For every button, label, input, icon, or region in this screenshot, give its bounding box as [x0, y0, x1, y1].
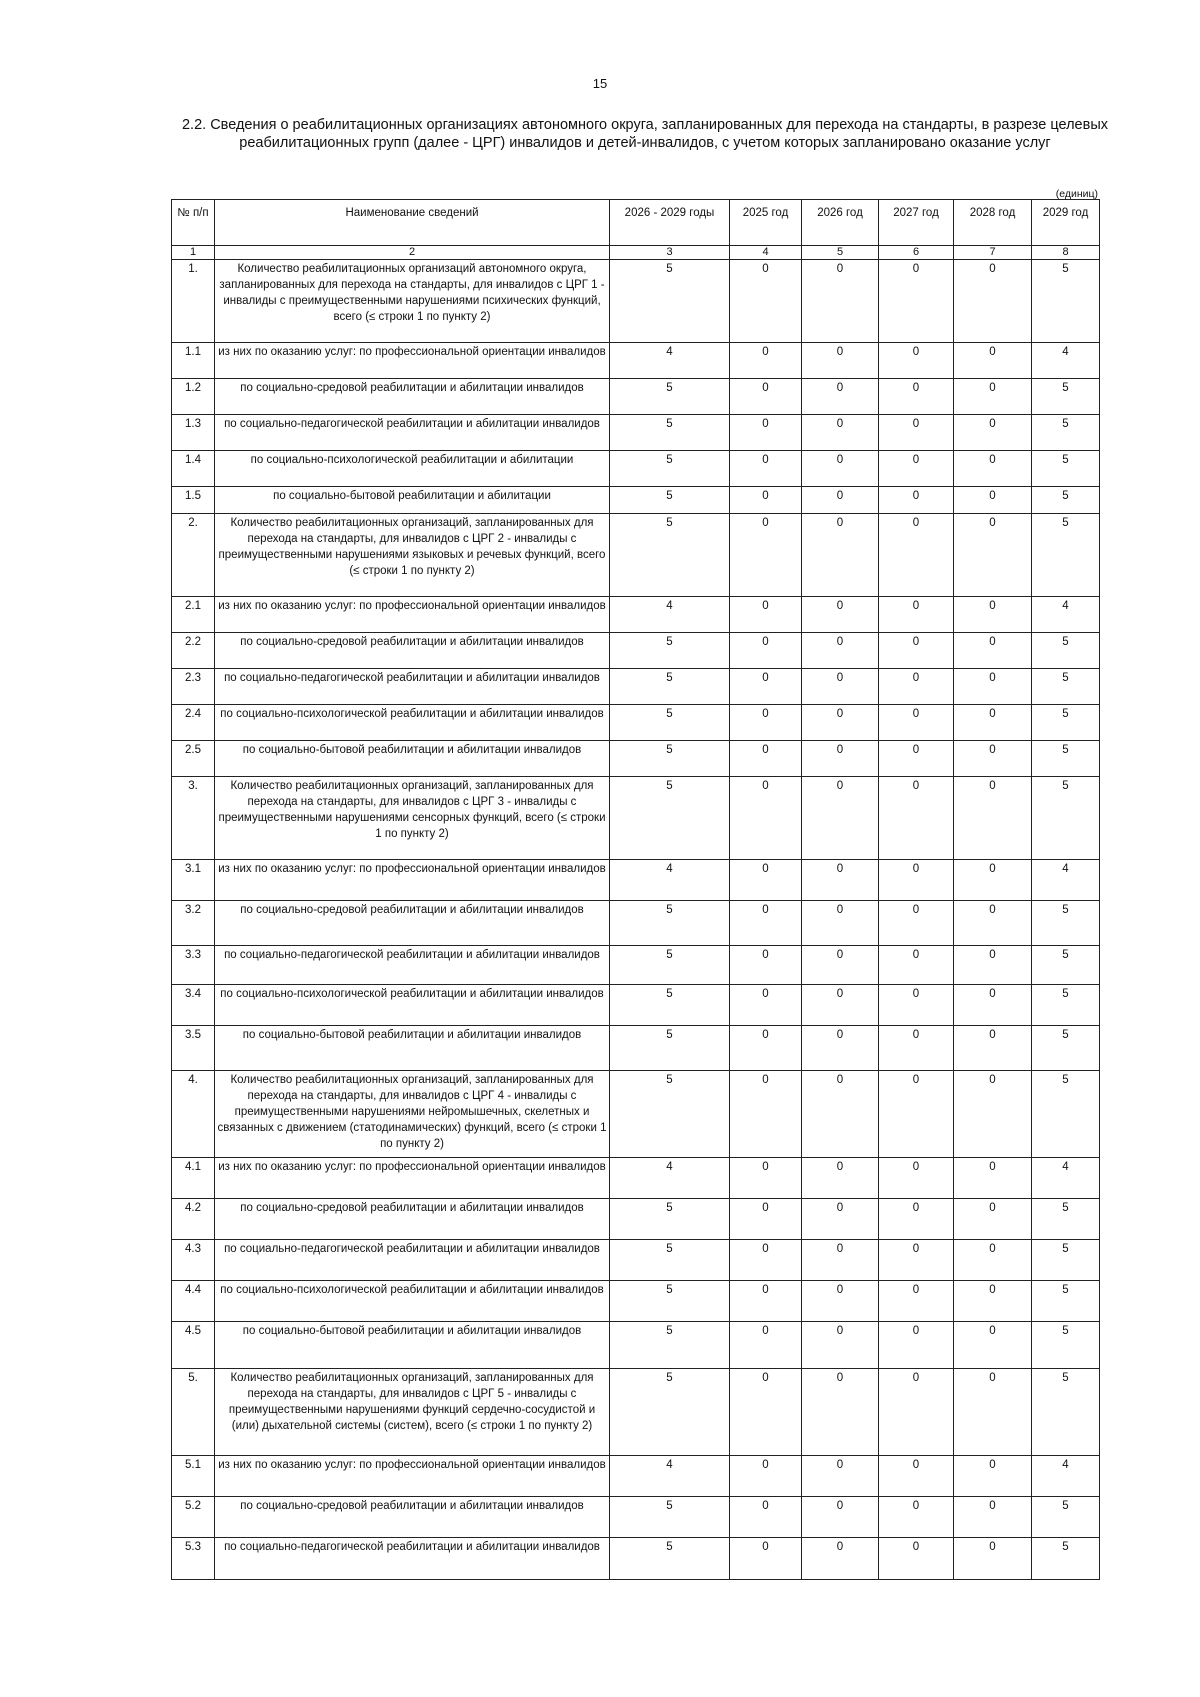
row-index: 2.5 — [172, 741, 215, 777]
value-cell: 0 — [802, 487, 879, 514]
value-cell: 0 — [730, 1281, 802, 1322]
value-cell: 0 — [954, 985, 1032, 1026]
value-cell: 0 — [730, 946, 802, 985]
value-cell: 0 — [879, 633, 954, 669]
value-cell: 0 — [879, 777, 954, 860]
row-name: из них по оказанию услуг: по профессиональной ориентации инвалидов — [215, 597, 610, 633]
value-cell: 5 — [1032, 415, 1100, 451]
value-cell: 0 — [802, 669, 879, 705]
value-cell: 0 — [802, 1158, 879, 1199]
value-cell: 0 — [802, 1281, 879, 1322]
value-cell: 5 — [1032, 705, 1100, 741]
row-name: Количество реабилитационных организаций, запланированных для перехода на стандарты, для инвалидов с ЦРГ 4 - инвалиды с преимущественными нарушениями нейромышечных, скелетных и связанных с движением (статодинамических) функций, всего (≤ строки 1 по пункту 2) — [215, 1071, 610, 1158]
table-row — [172, 1369, 1100, 1456]
value-cell: 5 — [610, 1322, 730, 1369]
table-row — [172, 901, 1100, 946]
value-cell: 0 — [730, 1456, 802, 1497]
row-index: 1.3 — [172, 415, 215, 451]
value-cell: 0 — [954, 1158, 1032, 1199]
row-index: 5.3 — [172, 1538, 215, 1580]
value-cell: 0 — [730, 487, 802, 514]
row-index: 1.5 — [172, 487, 215, 514]
value-cell: 5 — [610, 1281, 730, 1322]
value-cell: 0 — [879, 669, 954, 705]
value-cell: 5 — [610, 985, 730, 1026]
value-cell: 5 — [610, 705, 730, 741]
value-cell: 0 — [802, 1456, 879, 1497]
table-row — [172, 1538, 1100, 1580]
value-cell: 0 — [879, 379, 954, 415]
value-cell: 0 — [802, 705, 879, 741]
value-cell: 0 — [879, 1071, 954, 1158]
row-index: 1.2 — [172, 379, 215, 415]
row-name: Количество реабилитационных организаций, запланированных для перехода на стандарты, для инвалидов с ЦРГ 3 - инвалиды с преимущественными нарушениями сенсорных функций, всего (≤ строки 1 по пункту 2) — [215, 777, 610, 860]
table-row — [172, 1199, 1100, 1240]
value-cell: 4 — [610, 597, 730, 633]
value-cell: 0 — [954, 1369, 1032, 1456]
page-number: 15 — [592, 76, 608, 91]
row-name: по социально-педагогической реабилитации и абилитации инвалидов — [215, 1538, 610, 1580]
row-name: из них по оказанию услуг: по профессиональной ориентации инвалидов — [215, 343, 610, 379]
value-cell: 5 — [1032, 777, 1100, 860]
value-cell: 4 — [610, 1158, 730, 1199]
table-row — [172, 1071, 1100, 1158]
value-cell: 0 — [730, 669, 802, 705]
column-number: 5 — [802, 246, 879, 260]
value-cell: 0 — [954, 1026, 1032, 1071]
value-cell: 0 — [802, 451, 879, 487]
value-cell: 0 — [954, 1497, 1032, 1538]
row-name: Количество реабилитационных организаций, запланированных для перехода на стандарты, для инвалидов с ЦРГ 2 - инвалиды с преимущественными нарушениями языковых и речевых функций, всего (≤ строки 1 по пункту 2) — [215, 514, 610, 597]
row-name: Количество реабилитационных организаций, запланированных для перехода на стандарты, для инвалидов с ЦРГ 5 - инвалиды с преимущественными нарушениями функций сердечно-сосудистой и (или) дыхательной системы (систем), всего (≤ строки 1 по пункту 2) — [215, 1369, 610, 1456]
row-index: 4.3 — [172, 1240, 215, 1281]
value-cell: 0 — [879, 1240, 954, 1281]
value-cell: 0 — [802, 415, 879, 451]
table-row — [172, 487, 1100, 514]
value-cell: 0 — [802, 597, 879, 633]
value-cell: 0 — [954, 597, 1032, 633]
row-name: по социально-средовой реабилитации и абилитации инвалидов — [215, 1199, 610, 1240]
value-cell: 5 — [610, 901, 730, 946]
value-cell: 4 — [1032, 343, 1100, 379]
row-index: 1.4 — [172, 451, 215, 487]
table-row — [172, 379, 1100, 415]
value-cell: 0 — [730, 379, 802, 415]
column-number: 8 — [1032, 246, 1100, 260]
row-name: по социально-психологической реабилитации и абилитации инвалидов — [215, 985, 610, 1026]
row-index: 2. — [172, 514, 215, 597]
value-cell: 0 — [730, 1071, 802, 1158]
value-cell: 0 — [802, 1369, 879, 1456]
value-cell: 5 — [610, 1240, 730, 1281]
value-cell: 0 — [802, 1026, 879, 1071]
value-cell: 0 — [802, 777, 879, 860]
value-cell: 5 — [1032, 1071, 1100, 1158]
row-name: по социально-средовой реабилитации и абилитации инвалидов — [215, 379, 610, 415]
table-row — [172, 415, 1100, 451]
value-cell: 0 — [954, 946, 1032, 985]
header-cell: 2026 год — [802, 200, 879, 246]
value-cell: 0 — [879, 985, 954, 1026]
value-cell: 0 — [802, 901, 879, 946]
table-row — [172, 860, 1100, 901]
value-cell: 5 — [1032, 1538, 1100, 1580]
value-cell: 0 — [802, 1322, 879, 1369]
value-cell: 0 — [954, 705, 1032, 741]
value-cell: 0 — [730, 1497, 802, 1538]
value-cell: 0 — [730, 1322, 802, 1369]
table-row — [172, 1456, 1100, 1497]
value-cell: 0 — [954, 1456, 1032, 1497]
row-index: 3. — [172, 777, 215, 860]
row-index: 5.2 — [172, 1497, 215, 1538]
value-cell: 5 — [1032, 260, 1100, 343]
value-cell: 5 — [610, 487, 730, 514]
column-number: 7 — [954, 246, 1032, 260]
value-cell: 5 — [610, 777, 730, 860]
value-cell: 0 — [730, 901, 802, 946]
value-cell: 5 — [1032, 451, 1100, 487]
value-cell: 5 — [610, 451, 730, 487]
row-name: Количество реабилитационных организаций автономного округа, запланированных для перехода на стандарты, для инвалидов с ЦРГ 1 - инвалиды с преимущественными нарушениями психических функций, всего (≤ строки 1 по пункту 2) — [215, 260, 610, 343]
row-index: 3.5 — [172, 1026, 215, 1071]
value-cell: 5 — [1032, 901, 1100, 946]
value-cell: 0 — [730, 777, 802, 860]
value-cell: 0 — [802, 1497, 879, 1538]
value-cell: 5 — [1032, 985, 1100, 1026]
table-row — [172, 1026, 1100, 1071]
row-index: 4.2 — [172, 1199, 215, 1240]
value-cell: 0 — [730, 1369, 802, 1456]
row-index: 4.5 — [172, 1322, 215, 1369]
column-number: 1 — [172, 246, 215, 260]
value-cell: 5 — [1032, 1240, 1100, 1281]
row-name: по социально-педагогической реабилитации и абилитации инвалидов — [215, 415, 610, 451]
value-cell: 0 — [954, 260, 1032, 343]
value-cell: 0 — [954, 1199, 1032, 1240]
row-index: 3.2 — [172, 901, 215, 946]
row-name: из них по оказанию услуг: по профессиональной ориентации инвалидов — [215, 1456, 610, 1497]
value-cell: 0 — [879, 741, 954, 777]
value-cell: 0 — [802, 985, 879, 1026]
table-row — [172, 514, 1100, 597]
value-cell: 0 — [954, 1322, 1032, 1369]
value-cell: 0 — [730, 985, 802, 1026]
value-cell: 0 — [730, 705, 802, 741]
row-name: по социально-психологической реабилитации и абилитации — [215, 451, 610, 487]
value-cell: 4 — [610, 860, 730, 901]
value-cell: 0 — [879, 1456, 954, 1497]
row-name: по социально-средовой реабилитации и абилитации инвалидов — [215, 901, 610, 946]
value-cell: 0 — [954, 415, 1032, 451]
row-name: по социально-бытовой реабилитации и абилитации инвалидов — [215, 1026, 610, 1071]
value-cell: 4 — [1032, 860, 1100, 901]
column-number: 2 — [215, 246, 610, 260]
value-cell: 5 — [1032, 1199, 1100, 1240]
value-cell: 0 — [802, 860, 879, 901]
value-cell: 0 — [954, 343, 1032, 379]
row-name: по социально-средовой реабилитации и абилитации инвалидов — [215, 1497, 610, 1538]
row-index: 5.1 — [172, 1456, 215, 1497]
value-cell: 5 — [610, 669, 730, 705]
column-number: 3 — [610, 246, 730, 260]
header-cell: 2027 год — [879, 200, 954, 246]
row-index: 3.4 — [172, 985, 215, 1026]
row-index: 2.1 — [172, 597, 215, 633]
row-name: по социально-педагогической реабилитации и абилитации инвалидов — [215, 1240, 610, 1281]
value-cell: 5 — [1032, 1026, 1100, 1071]
row-index: 4.4 — [172, 1281, 215, 1322]
table-row — [172, 633, 1100, 669]
value-cell: 0 — [954, 514, 1032, 597]
value-cell: 0 — [879, 901, 954, 946]
rehab-organizations-table — [171, 199, 1100, 1580]
value-cell: 0 — [730, 597, 802, 633]
value-cell: 0 — [730, 1158, 802, 1199]
table-row — [172, 669, 1100, 705]
row-name: из них по оказанию услуг: по профессиональной ориентации инвалидов — [215, 1158, 610, 1199]
table-row — [172, 1158, 1100, 1199]
value-cell: 0 — [802, 1538, 879, 1580]
value-cell: 0 — [879, 415, 954, 451]
value-cell: 0 — [730, 514, 802, 597]
header-cell: № п/п — [172, 200, 215, 246]
value-cell: 0 — [730, 451, 802, 487]
value-cell: 0 — [802, 379, 879, 415]
value-cell: 5 — [1032, 1281, 1100, 1322]
row-index: 3.3 — [172, 946, 215, 985]
row-name: по социально-бытовой реабилитации и абилитации инвалидов — [215, 741, 610, 777]
table-row — [172, 777, 1100, 860]
value-cell: 0 — [954, 901, 1032, 946]
table-row — [172, 1322, 1100, 1369]
table-row — [172, 985, 1100, 1026]
value-cell: 4 — [610, 343, 730, 379]
table-row — [172, 343, 1100, 379]
value-cell: 0 — [802, 633, 879, 669]
column-number-row — [172, 246, 1100, 260]
header-cell: 2025 год — [730, 200, 802, 246]
table-row — [172, 1281, 1100, 1322]
value-cell: 0 — [802, 1199, 879, 1240]
value-cell: 0 — [879, 1497, 954, 1538]
row-name: по социально-психологической реабилитации и абилитации инвалидов — [215, 1281, 610, 1322]
value-cell: 0 — [730, 415, 802, 451]
table-row — [172, 741, 1100, 777]
row-index: 3.1 — [172, 860, 215, 901]
value-cell: 0 — [879, 1281, 954, 1322]
table-row — [172, 1497, 1100, 1538]
value-cell: 0 — [802, 946, 879, 985]
row-index: 4.1 — [172, 1158, 215, 1199]
value-cell: 4 — [1032, 597, 1100, 633]
value-cell: 0 — [954, 860, 1032, 901]
table-row — [172, 260, 1100, 343]
row-index: 2.3 — [172, 669, 215, 705]
value-cell: 0 — [879, 597, 954, 633]
value-cell: 0 — [802, 343, 879, 379]
value-cell: 4 — [1032, 1456, 1100, 1497]
row-name: по социально-педагогической реабилитации и абилитации инвалидов — [215, 669, 610, 705]
value-cell: 0 — [879, 1026, 954, 1071]
value-cell: 5 — [610, 633, 730, 669]
value-cell: 5 — [610, 415, 730, 451]
value-cell: 5 — [1032, 633, 1100, 669]
value-cell: 5 — [610, 1071, 730, 1158]
row-index: 2.2 — [172, 633, 215, 669]
value-cell: 0 — [954, 1240, 1032, 1281]
value-cell: 0 — [879, 1158, 954, 1199]
value-cell: 0 — [954, 1538, 1032, 1580]
value-cell: 0 — [879, 1369, 954, 1456]
value-cell: 0 — [879, 514, 954, 597]
header-cell: 2026 - 2029 годы — [610, 200, 730, 246]
value-cell: 5 — [610, 260, 730, 343]
row-name: по социально-педагогической реабилитации и абилитации инвалидов — [215, 946, 610, 985]
value-cell: 5 — [610, 379, 730, 415]
value-cell: 0 — [954, 379, 1032, 415]
value-cell: 0 — [879, 1322, 954, 1369]
value-cell: 0 — [954, 451, 1032, 487]
header-cell: 2029 год — [1032, 200, 1100, 246]
row-index: 5. — [172, 1369, 215, 1456]
row-name: по социально-средовой реабилитации и абилитации инвалидов — [215, 633, 610, 669]
value-cell: 0 — [730, 1538, 802, 1580]
value-cell: 5 — [1032, 379, 1100, 415]
value-cell: 0 — [879, 451, 954, 487]
value-cell: 5 — [1032, 946, 1100, 985]
value-cell: 0 — [730, 860, 802, 901]
value-cell: 0 — [879, 343, 954, 379]
value-cell: 5 — [610, 514, 730, 597]
value-cell: 0 — [802, 1071, 879, 1158]
value-cell: 5 — [1032, 487, 1100, 514]
value-cell: 0 — [802, 1240, 879, 1281]
value-cell: 0 — [802, 741, 879, 777]
value-cell: 5 — [1032, 1322, 1100, 1369]
row-name: по социально-бытовой реабилитации и абилитации — [215, 487, 610, 514]
value-cell: 0 — [879, 946, 954, 985]
value-cell: 0 — [879, 1538, 954, 1580]
header-cell: Наименование сведений — [215, 200, 610, 246]
value-cell: 5 — [1032, 1369, 1100, 1456]
row-index: 1. — [172, 260, 215, 343]
table-row — [172, 1240, 1100, 1281]
value-cell: 0 — [879, 487, 954, 514]
row-name: из них по оказанию услуг: по профессиональной ориентации инвалидов — [215, 860, 610, 901]
header-cell: 2028 год — [954, 200, 1032, 246]
value-cell: 0 — [954, 1281, 1032, 1322]
value-cell: 0 — [730, 260, 802, 343]
value-cell: 5 — [610, 1199, 730, 1240]
value-cell: 0 — [730, 1199, 802, 1240]
value-cell: 5 — [610, 741, 730, 777]
value-cell: 5 — [1032, 741, 1100, 777]
row-index: 4. — [172, 1071, 215, 1158]
table-row — [172, 451, 1100, 487]
value-cell: 0 — [802, 260, 879, 343]
row-index: 1.1 — [172, 343, 215, 379]
value-cell: 5 — [610, 946, 730, 985]
value-cell: 0 — [730, 741, 802, 777]
value-cell: 5 — [1032, 1497, 1100, 1538]
value-cell: 5 — [610, 1497, 730, 1538]
row-name: по социально-психологической реабилитации и абилитации инвалидов — [215, 705, 610, 741]
value-cell: 5 — [610, 1369, 730, 1456]
table-row — [172, 946, 1100, 985]
row-name: по социально-бытовой реабилитации и абилитации инвалидов — [215, 1322, 610, 1369]
value-cell: 0 — [954, 741, 1032, 777]
column-number: 6 — [879, 246, 954, 260]
value-cell: 0 — [730, 1240, 802, 1281]
value-cell: 5 — [610, 1538, 730, 1580]
table-row — [172, 597, 1100, 633]
header-row — [172, 200, 1100, 246]
value-cell: 5 — [1032, 669, 1100, 705]
value-cell: 0 — [879, 705, 954, 741]
value-cell: 0 — [954, 669, 1032, 705]
value-cell: 0 — [879, 1199, 954, 1240]
value-cell: 4 — [610, 1456, 730, 1497]
value-cell: 0 — [730, 343, 802, 379]
column-number: 4 — [730, 246, 802, 260]
value-cell: 4 — [1032, 1158, 1100, 1199]
value-cell: 5 — [610, 1026, 730, 1071]
value-cell: 0 — [954, 777, 1032, 860]
value-cell: 0 — [879, 260, 954, 343]
value-cell: 0 — [730, 1026, 802, 1071]
value-cell: 0 — [879, 860, 954, 901]
value-cell: 0 — [954, 633, 1032, 669]
value-cell: 0 — [802, 514, 879, 597]
value-cell: 0 — [954, 1071, 1032, 1158]
row-index: 2.4 — [172, 705, 215, 741]
value-cell: 0 — [730, 633, 802, 669]
units-label: (единиц) — [1055, 188, 1098, 200]
value-cell: 5 — [1032, 514, 1100, 597]
table-row — [172, 705, 1100, 741]
value-cell: 0 — [954, 487, 1032, 514]
section-title: 2.2. Сведения о реабилитационных организациях автономного округа, запланированных для перехода на стандарты, в разрезе целевых реабилитационных групп (далее - ЦРГ) инвалидов и детей-инвалидов, с учетом которых запланировано оказание услуг — [181, 117, 1108, 151]
